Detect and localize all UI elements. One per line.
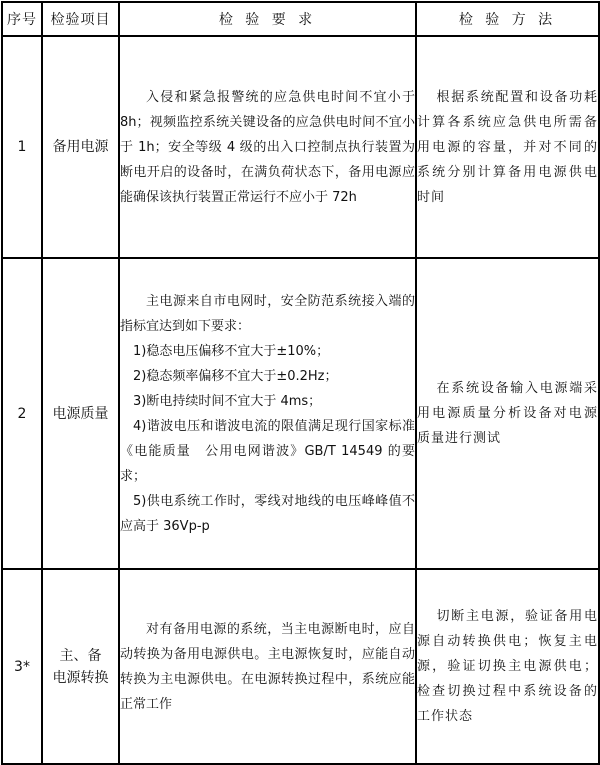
inspection-table <box>1 1 600 765</box>
requirement-text: 入侵和紧急报警统的应急供电时间不宜小于 8h；视频监控系统关键设备的应急供电时间不宜小于 1h；安全等级 4 级的出入口控制点执行装置为断电开启的设备时，在满负荷状态下，备用电源应能确保该执行装置正常运行不应小于 72h <box>120 89 415 205</box>
table-row <box>2 36 599 258</box>
row-method <box>416 258 599 569</box>
row-item <box>42 569 119 764</box>
row-requirement <box>119 258 416 569</box>
row-requirement <box>119 36 416 258</box>
requirement-list <box>120 339 415 539</box>
header-method: 检 验 方 法 <box>416 2 599 36</box>
table-row <box>2 569 599 764</box>
method-text: 根据系统配置和设备功耗计算各系统应急供电所需备用电源的容量，并对不同的系统分别计算备用电源供电时间 <box>417 89 598 205</box>
item-line: 主、备 <box>59 647 102 664</box>
row-number: 2 <box>2 258 42 569</box>
method-text: 切断主电源，验证备用电源自动转换供电；恢复主电源，验证切换主电源供电；检查切换过程中系统设备的工作状态 <box>417 609 598 724</box>
list-item: 4)谐波电压和谐波电流的限值满足现行国家标准《电能质量 公用电网谐波》GB/T 14549 的要求； <box>120 418 415 484</box>
requirement-text: 对有备用电源的系统，当主电源断电时，应自动转换为备用电源供电。主电源恢复时，应能自动转换为主电源供电。在电源转换过程中，系统应能正常工作 <box>120 621 415 712</box>
list-item: 1)稳态电压偏移不宜大于±10%； <box>133 343 330 359</box>
header-item: 检验项目 <box>42 2 119 36</box>
row-requirement <box>119 569 416 764</box>
header-no: 序号 <box>2 2 42 36</box>
row-method <box>416 36 599 258</box>
row-method <box>416 569 599 764</box>
row-number: 1 <box>2 36 42 258</box>
list-item: 5)供电系统工作时，零线对地线的电压峰峰值不应高于 36Vp-p <box>120 493 415 534</box>
table-header-row <box>2 2 599 36</box>
method-text: 在系统设备输入电源端采用电源质量分析设备对电源质量进行测试 <box>417 381 598 446</box>
header-requirement: 检 验 要 求 <box>119 2 416 36</box>
item-line: 电源转换 <box>52 669 109 686</box>
row-item: 备用电源 <box>42 36 119 258</box>
requirement-intro: 主电源来自市电网时，安全防范系统接入端的指标宜达到如下要求： <box>120 293 415 334</box>
row-item: 电源质量 <box>42 258 119 569</box>
list-item: 2)稳态频率偏移不宜大于±0.2Hz； <box>133 368 338 384</box>
table-row <box>2 258 599 569</box>
list-item: 3)断电持续时间不宜大于 4ms； <box>133 393 322 409</box>
row-number: 3* <box>2 569 42 764</box>
